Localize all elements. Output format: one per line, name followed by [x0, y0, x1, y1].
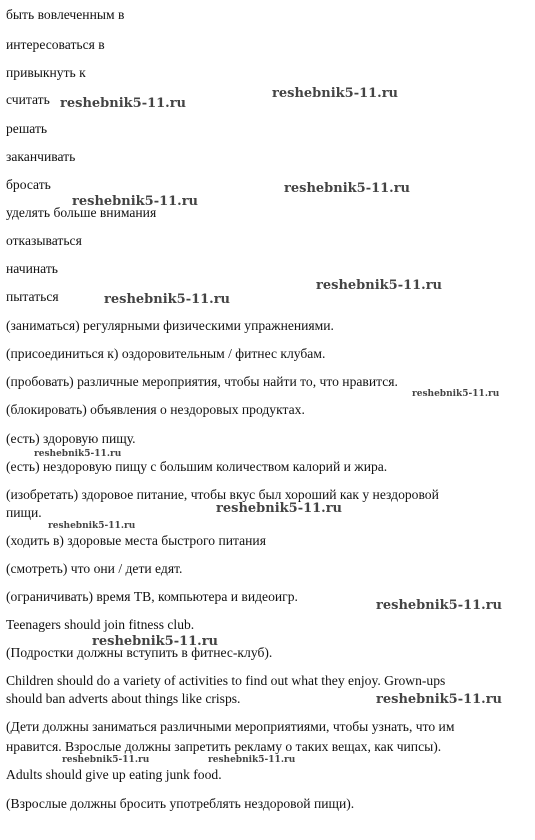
watermark: reshebnik5-11.ru: [376, 598, 503, 613]
text-line: (есть) здоровую пищу.: [6, 431, 136, 446]
watermark: reshebnik5-11.ru: [272, 86, 399, 101]
text-line: should ban adverts about things like crisps.: [6, 691, 241, 706]
watermark: reshebnik5-11.ru: [208, 755, 296, 765]
text-line: считать: [6, 92, 50, 107]
watermark: reshebnik5-11.ru: [34, 449, 122, 459]
text-line: пытаться: [6, 289, 59, 304]
text-line: Adults should give up eating junk food.: [6, 767, 222, 782]
text-line: (пробовать) различные мероприятия, чтобы найти то, что нравится.: [6, 374, 398, 389]
watermark: reshebnik5-11.ru: [92, 634, 219, 649]
text-line: (Подростки должны вступить в фитнес-клуб).: [6, 645, 273, 660]
text-line: начинать: [6, 261, 58, 276]
text-line: Children should do a variety of activities to find out what they enjoy. Grown-ups: [6, 673, 446, 688]
text-line: (Взрослые должны бросить употреблять нездоровой пищи).: [6, 796, 355, 811]
text-line: привыкнуть к: [6, 65, 86, 80]
text-line: (ходить в) здоровые места быстрого питания: [6, 533, 266, 548]
text-line: отказываться: [6, 233, 82, 248]
text-line: Teenagers should join fitness club.: [6, 617, 195, 632]
text-line: (изобретать) здоровое питание, чтобы вкус был хороший как у нездоровой: [6, 487, 439, 502]
text-line: (присоединиться к) оздоровительным / фитнес клубам.: [6, 346, 326, 361]
text-line: (Дети должны заниматься различными мероприятиями, чтобы узнать, что им: [6, 719, 455, 734]
watermark: reshebnik5-11.ru: [72, 194, 199, 209]
text-line: (смотреть) что они / дети едят.: [6, 561, 183, 576]
text-line: заканчивать: [6, 149, 76, 164]
watermark: reshebnik5-11.ru: [316, 278, 443, 293]
text-line: решать: [6, 121, 48, 136]
watermark: reshebnik5-11.ru: [412, 389, 500, 399]
text-line: уделять больше внимания: [6, 205, 157, 220]
text-line: (есть) нездоровую пищу с большим количеством калорий и жира.: [6, 459, 388, 474]
watermark: reshebnik5-11.ru: [376, 692, 503, 707]
text-line: (блокировать) объявления о нездоровых продуктах.: [6, 402, 305, 417]
text-line: нравится. Взрослые должны запретить рекламу о таких вещах, как чипсы).: [6, 739, 442, 754]
text-line: бросать: [6, 177, 51, 192]
watermark: reshebnik5-11.ru: [284, 181, 411, 196]
watermark: reshebnik5-11.ru: [62, 755, 150, 765]
text-line: быть вовлеченным в: [6, 7, 125, 22]
watermark: reshebnik5-11.ru: [216, 501, 343, 516]
watermark: reshebnik5-11.ru: [104, 292, 231, 307]
watermark: reshebnik5-11.ru: [48, 521, 136, 531]
text-line: пищи.: [6, 505, 42, 520]
text-line: (заниматься) регулярными физическими упражнениями.: [6, 318, 334, 333]
text-line: (ограничивать) время ТВ, компьютера и видеоигр.: [6, 589, 298, 604]
text-line: интересоваться в: [6, 37, 105, 52]
watermark: reshebnik5-11.ru: [60, 96, 187, 111]
